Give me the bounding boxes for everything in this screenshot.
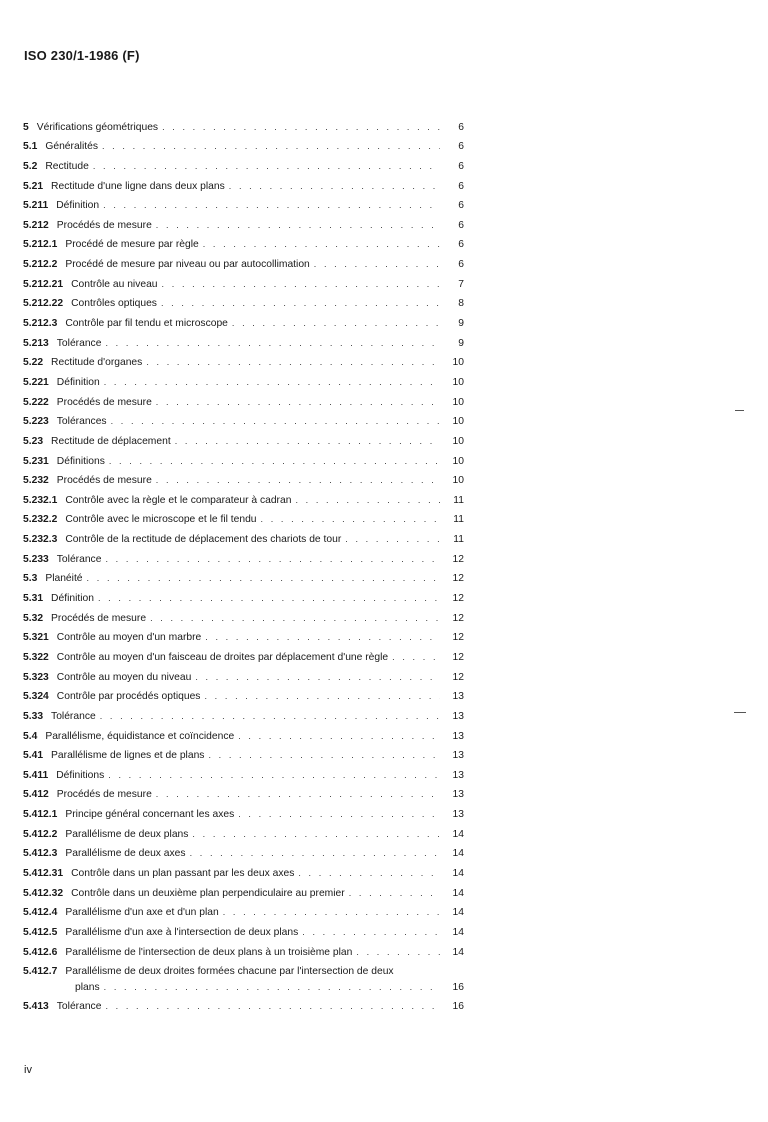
toc-leader-dots <box>223 906 440 919</box>
toc-page-number: 6 <box>458 239 464 251</box>
toc-page-number: 13 <box>452 750 464 762</box>
toc-section-title: Contrôle au niveau <box>71 278 158 290</box>
toc-section-title: Rectitude <box>45 160 89 172</box>
toc-leader-dots <box>87 572 440 585</box>
toc-section-number: 5.412.32 <box>23 887 64 899</box>
toc-section-title: Contrôle au moyen du niveau <box>56 671 192 683</box>
toc-section-title: Procédés de mesure <box>56 396 152 408</box>
toc-section-number: 5.3 <box>23 573 38 585</box>
toc-entry[interactable] <box>23 566 464 586</box>
toc-section-title: Définition <box>51 593 94 605</box>
toc-section-title: Rectitude d'organes <box>51 357 143 369</box>
toc-section-title: Parallélisme, équidistance et coïncidence <box>45 730 235 742</box>
toc-page-number: 6 <box>458 121 464 133</box>
toc-entry-line <box>23 965 464 978</box>
toc-section-number: 5.33 <box>23 710 44 722</box>
toc-entry[interactable] <box>23 880 464 900</box>
toc-page-number: 13 <box>452 769 464 781</box>
toc-leader-dots <box>98 592 440 605</box>
toc-section-number: 5.212.3 <box>23 318 58 330</box>
toc-entry[interactable] <box>23 743 464 763</box>
toc-page-number: 14 <box>452 946 464 958</box>
toc-entry[interactable] <box>23 684 464 704</box>
toc-page-number: 14 <box>452 926 464 938</box>
toc-section-title: Contrôle dans un plan passant par les deux axes <box>71 867 295 879</box>
toc-leader-dots <box>192 828 440 841</box>
toc-page-number: 12 <box>452 573 464 585</box>
toc-page-number: 16 <box>452 981 464 993</box>
toc-section-number: 5.412.7 <box>23 965 58 977</box>
toc-section-number: 5.4 <box>23 730 38 742</box>
toc-section-number: 5 <box>23 121 29 133</box>
toc-entry[interactable] <box>23 310 464 330</box>
toc-leader-dots <box>105 553 440 566</box>
toc-page-number: 16 <box>452 1001 464 1013</box>
toc-page-number: 6 <box>458 200 464 212</box>
toc-page-number: 14 <box>452 867 464 879</box>
toc-section-number: 5.31 <box>23 593 44 605</box>
toc-entry[interactable] <box>23 644 464 664</box>
toc-section-title: Contrôles optiques <box>71 298 157 310</box>
toc-leader-dots <box>109 455 440 468</box>
toc-section-number: 5.41 <box>23 750 44 762</box>
toc-section-number: 5.412.31 <box>23 867 64 879</box>
toc-page-number: 13 <box>452 809 464 821</box>
toc-page-number: 10 <box>452 357 464 369</box>
toc-section-number: 5.32 <box>23 612 44 624</box>
toc-entry[interactable] <box>23 212 464 232</box>
toc-leader-dots <box>232 317 440 330</box>
toc-section-number: 5.411 <box>23 769 49 781</box>
toc-leader-dots <box>103 199 440 212</box>
toc-section-title: Tolérance <box>56 1001 102 1013</box>
toc-leader-dots <box>345 533 440 546</box>
toc-entry[interactable] <box>23 605 464 625</box>
toc-section-number: 5.212.21 <box>23 278 64 290</box>
toc-section-number: 5.412 <box>23 789 49 801</box>
toc-page-number: 14 <box>452 828 464 840</box>
toc-entry[interactable] <box>23 841 464 861</box>
toc-section-number: 5.221 <box>23 376 49 388</box>
toc-entry[interactable] <box>23 173 464 193</box>
toc-entry[interactable] <box>23 409 464 429</box>
toc-section-title: Contrôle avec la règle et le comparateur à cadran <box>65 494 292 506</box>
toc-entry[interactable] <box>23 782 464 802</box>
toc-leader-dots <box>298 867 440 880</box>
toc-page-number: 12 <box>452 632 464 644</box>
toc-leader-dots <box>146 356 440 369</box>
toc-entry[interactable] <box>23 251 464 271</box>
toc-entry[interactable] <box>23 507 464 527</box>
toc-section-title: Tolérance <box>56 337 102 349</box>
toc-leader-dots <box>156 219 440 232</box>
toc-section-number: 5.23 <box>23 435 44 447</box>
toc-entry[interactable] <box>23 860 464 880</box>
toc-section-title: Procédés de mesure <box>56 475 152 487</box>
toc-section-number: 5.412.3 <box>23 848 58 860</box>
toc-section-title: Définitions <box>56 769 105 781</box>
toc-leader-dots <box>100 710 440 723</box>
toc-section-title: Principe général concernant les axes <box>65 809 235 821</box>
toc-entry-line <box>23 981 464 994</box>
toc-leader-dots <box>190 847 440 860</box>
toc-page-number: 14 <box>452 848 464 860</box>
toc-entry[interactable] <box>23 585 464 605</box>
toc-section-title: Procédés de mesure <box>56 219 152 231</box>
toc-entry[interactable] <box>23 900 464 920</box>
toc-section-title: Rectitude d'une ligne dans deux plans <box>51 180 225 192</box>
toc-section-title: Parallélisme de deux droites formées chacune par l'intersection de deux <box>65 965 394 977</box>
toc-section-title: Parallélisme de lignes et de plans <box>51 750 205 762</box>
toc-leader-dots <box>356 946 440 959</box>
toc-section-number: 5.21 <box>23 180 44 192</box>
toc-entry[interactable] <box>23 350 464 370</box>
toc-section-title: Procédé de mesure par niveau ou par autocollimation <box>65 259 310 271</box>
toc-leader-dots <box>105 1000 440 1013</box>
toc-section-number: 5.413 <box>23 1001 49 1013</box>
toc-section-number: 5.222 <box>23 396 49 408</box>
toc-section-number: 5.232.3 <box>23 534 58 546</box>
toc-entry[interactable] <box>23 487 464 507</box>
toc-section-number: 5.412.1 <box>23 809 58 821</box>
toc-page-number: 12 <box>452 553 464 565</box>
toc-section-number: 5.1 <box>23 141 38 153</box>
toc-leader-dots <box>102 140 440 153</box>
toc-section-title: Parallélisme d'un axe à l'intersection de deux plans <box>65 926 299 938</box>
toc-entry[interactable] <box>23 134 464 154</box>
toc-section-number: 5.232.1 <box>23 494 58 506</box>
toc-page-number: 10 <box>452 455 464 467</box>
page-number-footer: iv <box>24 1064 32 1076</box>
toc-section-number: 5.231 <box>23 455 49 467</box>
document-header: ISO 230/1-1986 (F) <box>24 48 140 63</box>
toc-page-number: 6 <box>458 259 464 271</box>
toc-page-number: 6 <box>458 180 464 192</box>
toc-page-number: 13 <box>452 710 464 722</box>
toc-entry[interactable] <box>23 232 464 252</box>
toc-section-number: 5.412.4 <box>23 907 58 919</box>
toc-entry[interactable] <box>23 625 464 645</box>
toc-leader-dots <box>105 337 440 350</box>
toc-leader-dots <box>204 690 440 703</box>
toc-leader-dots <box>104 376 440 389</box>
toc-section-title: Généralités <box>45 141 98 153</box>
toc-section-number: 5.323 <box>23 671 49 683</box>
toc-leader-dots <box>238 730 440 743</box>
toc-section-number: 5.412.2 <box>23 828 58 840</box>
toc-leader-dots <box>261 513 440 526</box>
toc-entry[interactable] <box>23 821 464 841</box>
toc-leader-dots <box>162 278 440 291</box>
toc-section-title: Définitions <box>56 455 105 467</box>
toc-section-number: 5.412.5 <box>23 926 58 938</box>
toc-leader-dots <box>195 671 440 684</box>
toc-entry[interactable] <box>23 153 464 173</box>
toc-page-number: 8 <box>458 298 464 310</box>
toc-section-title: Tolérance <box>56 553 102 565</box>
toc-section-number: 5.324 <box>23 691 49 703</box>
toc-section-number: 5.22 <box>23 357 44 369</box>
toc-leader-dots <box>161 297 440 310</box>
toc-section-title: Contrôle par procédés optiques <box>56 691 201 703</box>
toc-section-title: Rectitude de déplacement <box>51 435 171 447</box>
toc-leader-dots <box>108 769 440 782</box>
toc-section-title-continued: plans <box>75 981 100 993</box>
toc-entry[interactable] <box>23 291 464 311</box>
toc-section-number: 5.212.2 <box>23 259 58 271</box>
toc-page-number: 10 <box>452 396 464 408</box>
toc-section-title: Contrôle au moyen d'un faisceau de droites par déplacement d'une règle <box>56 651 389 663</box>
toc-section-number: 5.2 <box>23 160 38 172</box>
toc-entry[interactable] <box>23 919 464 939</box>
toc-page-number: 13 <box>452 789 464 801</box>
toc-page-number: 11 <box>453 514 464 526</box>
toc-entry[interactable] <box>23 389 464 409</box>
toc-section-number: 5.213 <box>23 337 49 349</box>
toc-entry[interactable] <box>23 664 464 684</box>
toc-section-title: Parallélisme d'un axe et d'un plan <box>65 907 219 919</box>
toc-section-title: Procédé de mesure par règle <box>65 239 199 251</box>
toc-section-number: 5.233 <box>23 553 49 565</box>
toc-page-number: 6 <box>458 141 464 153</box>
toc-section-title: Contrôle au moyen d'un marbre <box>56 632 202 644</box>
toc-page-number: 7 <box>458 278 464 290</box>
toc-page-number: 10 <box>452 475 464 487</box>
toc-page-number: 10 <box>452 376 464 388</box>
toc-leader-dots <box>208 749 440 762</box>
toc-leader-dots <box>349 887 440 900</box>
toc-section-number: 5.412.6 <box>23 946 58 958</box>
toc-page-number: 14 <box>452 887 464 899</box>
toc-section-number: 5.223 <box>23 416 49 428</box>
toc-leader-dots <box>238 808 440 821</box>
toc-entry[interactable] <box>23 546 464 566</box>
toc-section-title: Planéité <box>45 573 83 585</box>
toc-entry[interactable] <box>23 369 464 389</box>
toc-section-title: Parallélisme de l'intersection de deux plans à un troisième plan <box>65 946 353 958</box>
toc-page-number: 14 <box>452 907 464 919</box>
toc-entry[interactable] <box>23 271 464 291</box>
toc-section-title: Vérifications géométriques <box>36 121 159 133</box>
toc-leader-dots <box>392 651 440 664</box>
toc-section-title: Contrôle dans un deuxième plan perpendiculaire au premier <box>71 887 345 899</box>
toc-section-number: 5.322 <box>23 651 49 663</box>
toc-section-title: Définition <box>56 200 100 212</box>
toc-leader-dots <box>314 258 440 271</box>
toc-leader-dots <box>150 612 440 625</box>
toc-leader-dots <box>203 238 440 251</box>
toc-section-title: Parallélisme de deux axes <box>65 848 186 860</box>
toc-leader-dots <box>205 631 440 644</box>
toc-entry[interactable] <box>23 193 464 213</box>
margin-mark <box>734 712 746 713</box>
table-of-contents <box>23 114 464 1013</box>
toc-page-number: 10 <box>452 435 464 447</box>
toc-leader-dots <box>93 160 440 173</box>
toc-entry[interactable] <box>23 723 464 743</box>
toc-page-number: 9 <box>458 337 464 349</box>
toc-entry[interactable] <box>23 114 464 134</box>
toc-section-title: Tolérances <box>56 416 107 428</box>
toc-leader-dots <box>175 435 440 448</box>
toc-page-number: 6 <box>458 219 464 231</box>
toc-leader-dots <box>156 474 440 487</box>
toc-entry[interactable] <box>23 801 464 821</box>
toc-page-number: 13 <box>452 730 464 742</box>
toc-page-number: 12 <box>452 593 464 605</box>
toc-entry[interactable] <box>23 703 464 723</box>
toc-page-number: 12 <box>452 612 464 624</box>
toc-section-title: Tolérance <box>51 710 96 722</box>
toc-leader-dots <box>156 788 440 801</box>
toc-entry[interactable] <box>23 959 464 994</box>
toc-section-number: 5.212 <box>23 219 49 231</box>
toc-section-title: Définition <box>56 376 100 388</box>
toc-entry[interactable] <box>23 330 464 350</box>
toc-leader-dots <box>302 926 440 939</box>
toc-entry[interactable] <box>23 939 464 959</box>
toc-entry[interactable] <box>23 994 464 1014</box>
toc-section-number: 5.212.22 <box>23 298 64 310</box>
toc-page-number: 11 <box>453 494 464 506</box>
toc-leader-dots <box>162 121 440 134</box>
toc-entry[interactable] <box>23 526 464 546</box>
toc-section-title: Procédés de mesure <box>56 789 152 801</box>
toc-section-number: 5.232.2 <box>23 514 58 526</box>
toc-leader-dots <box>104 981 440 994</box>
toc-section-number: 5.212.1 <box>23 239 58 251</box>
toc-entry[interactable] <box>23 762 464 782</box>
toc-section-number: 5.211 <box>23 200 49 212</box>
toc-section-title: Parallélisme de deux plans <box>65 828 189 840</box>
toc-section-number: 5.232 <box>23 475 49 487</box>
toc-entry[interactable] <box>23 448 464 468</box>
toc-section-title: Contrôle par fil tendu et microscope <box>65 318 228 330</box>
toc-section-title: Contrôle avec le microscope et le fil tendu <box>65 514 257 526</box>
toc-section-number: 5.321 <box>23 632 49 644</box>
toc-page-number: 6 <box>458 160 464 172</box>
toc-page-number: 13 <box>452 691 464 703</box>
toc-section-title: Procédés de mesure <box>51 612 147 624</box>
toc-leader-dots <box>295 494 440 507</box>
toc-page-number: 12 <box>452 651 464 663</box>
margin-mark <box>735 410 744 411</box>
toc-page-number: 11 <box>453 534 464 546</box>
toc-leader-dots <box>111 415 440 428</box>
toc-section-title: Contrôle de la rectitude de déplacement des chariots de tour <box>65 534 342 546</box>
toc-page-number: 9 <box>458 318 464 330</box>
toc-page-number: 12 <box>452 671 464 683</box>
toc-entry[interactable] <box>23 468 464 488</box>
toc-entry[interactable] <box>23 428 464 448</box>
toc-page-number: 10 <box>452 416 464 428</box>
toc-leader-dots <box>156 396 440 409</box>
toc-leader-dots <box>229 180 440 193</box>
